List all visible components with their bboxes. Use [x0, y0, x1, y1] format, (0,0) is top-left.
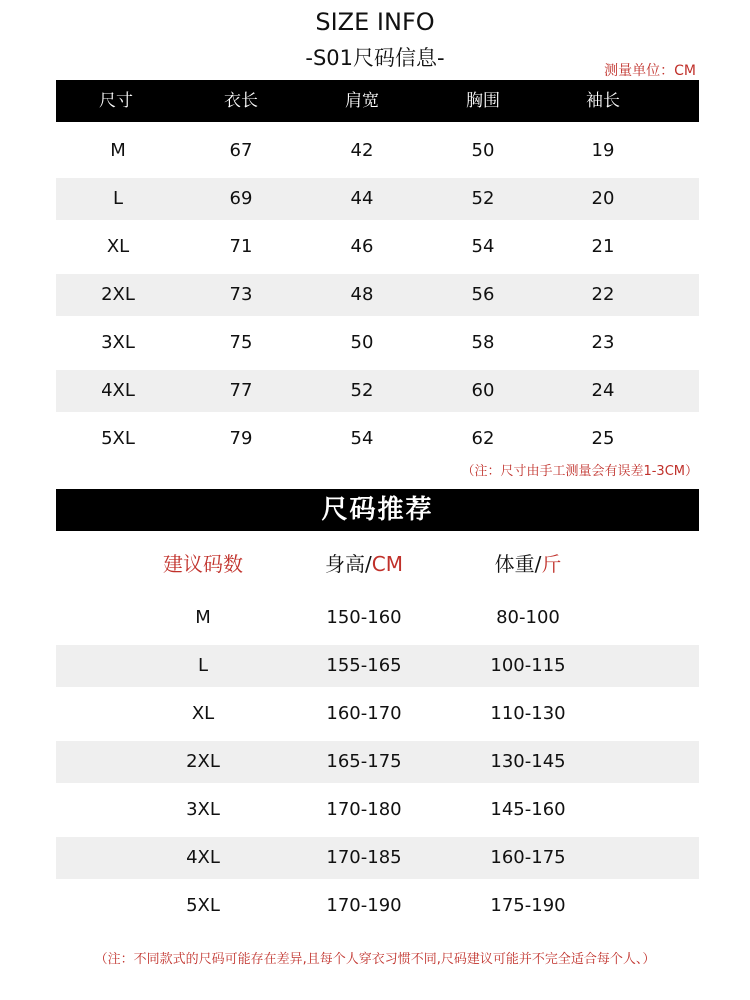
advice-size-cell: M [195, 607, 211, 628]
table-row [56, 885, 699, 927]
table-row [56, 226, 699, 268]
recommend-header-bar [56, 489, 699, 531]
height-cell: 165-175 [326, 751, 402, 772]
sleeve-cell: 19 [591, 140, 615, 161]
page-subtitle: -S01尺码信息- [305, 46, 445, 70]
table-row [56, 741, 699, 783]
size-cell: 4XL [101, 380, 135, 401]
height-cell: 170-185 [326, 847, 402, 868]
chest-cell: 52 [471, 188, 495, 209]
shoulder-cell: 50 [350, 332, 374, 353]
table-row [56, 322, 699, 364]
weight-cell: 100-115 [490, 655, 566, 676]
chest-cell: 50 [471, 140, 495, 161]
size-cell: 3XL [101, 332, 135, 353]
advice-size-cell: 5XL [186, 895, 220, 916]
table-row [56, 837, 699, 879]
col-header-advice: 建议码数 [163, 552, 243, 576]
shoulder-cell: 54 [350, 428, 374, 449]
height-cell: 150-160 [326, 607, 402, 628]
height-cell: 170-180 [326, 799, 402, 820]
weight-cell: 80-100 [496, 607, 560, 628]
weight-label: 体重/ [494, 552, 542, 576]
size-cell: M [110, 140, 126, 161]
chest-cell: 54 [471, 236, 495, 257]
length-cell: 71 [229, 236, 253, 257]
col-header-shoulder: 肩宽 [345, 91, 379, 111]
length-cell: 69 [229, 188, 253, 209]
table-row [56, 789, 699, 831]
advice-size-cell: 3XL [186, 799, 220, 820]
weight-cell: 160-175 [490, 847, 566, 868]
size-cell: L [112, 188, 124, 209]
table-row [56, 418, 699, 460]
size-cell: 2XL [101, 284, 135, 305]
fit-disclaimer-note: （注：不同款式的尺码可能存在差异,且每个人穿衣习惯不同,尺码建议可能并不完全适合每个人、） [94, 952, 656, 967]
table-row [56, 130, 699, 172]
length-cell: 79 [229, 428, 253, 449]
col-header-chest: 胸围 [466, 91, 500, 111]
measurement-error-note: （注：尺寸由手工测量会有误差1-3CM） [461, 464, 698, 479]
advice-size-cell: 2XL [186, 751, 220, 772]
unit-note: 测量单位：CM [604, 63, 696, 79]
table-row [56, 645, 699, 687]
shoulder-cell: 46 [350, 236, 374, 257]
recommend-title: 尺码推荐 [321, 495, 434, 525]
sleeve-cell: 20 [591, 188, 615, 209]
col-header-height [304, 548, 424, 580]
advice-size-cell: 4XL [186, 847, 220, 868]
table-row [56, 274, 699, 316]
sleeve-cell: 21 [591, 236, 615, 257]
page-title: SIZE INFO [315, 8, 435, 36]
advice-size-cell: L [197, 655, 209, 676]
sleeve-cell: 25 [591, 428, 615, 449]
table-row [56, 597, 699, 639]
table-row [56, 693, 699, 735]
length-cell: 75 [229, 332, 253, 353]
table-row [56, 370, 699, 412]
sleeve-cell: 23 [591, 332, 615, 353]
size-table-header [56, 80, 699, 122]
size-cell: 5XL [101, 428, 135, 449]
weight-cell: 175-190 [490, 895, 566, 916]
weight-cell: 130-145 [490, 751, 566, 772]
shoulder-cell: 48 [350, 284, 374, 305]
table-row [56, 178, 699, 220]
advice-size-cell: XL [191, 703, 215, 724]
height-unit: CM [371, 552, 403, 576]
height-cell: 155-165 [326, 655, 402, 676]
col-header-size: 尺寸 [99, 91, 133, 111]
height-cell: 160-170 [326, 703, 402, 724]
length-cell: 67 [229, 140, 253, 161]
sleeve-cell: 24 [591, 380, 615, 401]
weight-cell: 110-130 [490, 703, 566, 724]
chest-cell: 56 [471, 284, 495, 305]
shoulder-cell: 44 [350, 188, 374, 209]
col-header-length: 衣长 [224, 91, 258, 111]
shoulder-cell: 42 [350, 140, 374, 161]
height-cell: 170-190 [326, 895, 402, 916]
length-cell: 73 [229, 284, 253, 305]
shoulder-cell: 52 [350, 380, 374, 401]
chest-cell: 62 [471, 428, 495, 449]
chest-cell: 58 [471, 332, 495, 353]
col-header-weight [468, 548, 588, 580]
col-header-sleeve: 袖长 [586, 91, 620, 111]
length-cell: 77 [229, 380, 253, 401]
chest-cell: 60 [471, 380, 495, 401]
sleeve-cell: 22 [591, 284, 615, 305]
weight-unit: 斤 [541, 552, 562, 576]
size-cell: XL [106, 236, 130, 257]
height-label: 身高/ [325, 552, 372, 576]
weight-cell: 145-160 [490, 799, 566, 820]
